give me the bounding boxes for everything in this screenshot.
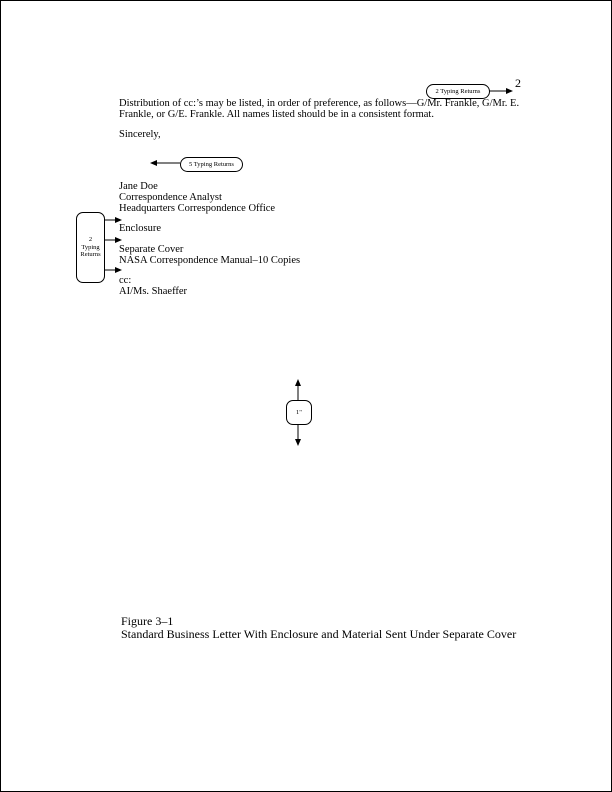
left-returns-box [76,212,105,283]
separate-cover-item: NASA Correspondence Manual–10 Copies [119,255,301,266]
signature-returns-callout: 5 Typing Returns [180,157,243,172]
cc-recipient: AI/Ms. Shaeffer [119,286,188,297]
left-box-line-1: 2 [88,236,93,244]
signature-title: Correspondence Analyst [119,192,222,203]
body-line-2: Frankle, or G/E. Frankle. All names listed should be in a consistent format. [119,109,434,120]
closing: Sincerely, [119,129,161,140]
page-number: 2 [515,76,521,90]
top-returns-callout: 2 Typing Returns [426,84,490,99]
body-line-1: Distribution of cc:’s may be listed, in order of preference, as follows—G/Mr. Frankle, G/Mr. E. [119,98,520,109]
left-box-line-3: Returns [80,251,101,259]
signature-office: Headquarters Correspondence Office [119,203,276,214]
figure-caption: Standard Business Letter With Enclosure and Material Sent Under Separate Cover [121,627,517,641]
cc-label: cc: [119,275,132,286]
left-box-line-2: Typing [81,243,100,251]
separate-cover-heading: Separate Cover [119,244,184,255]
margin-callout: 1" [286,400,312,425]
signature-name: Jane Doe [119,181,158,192]
enclosure-notation: Enclosure [119,223,161,234]
figure-label: Figure 3–1 [121,614,174,628]
